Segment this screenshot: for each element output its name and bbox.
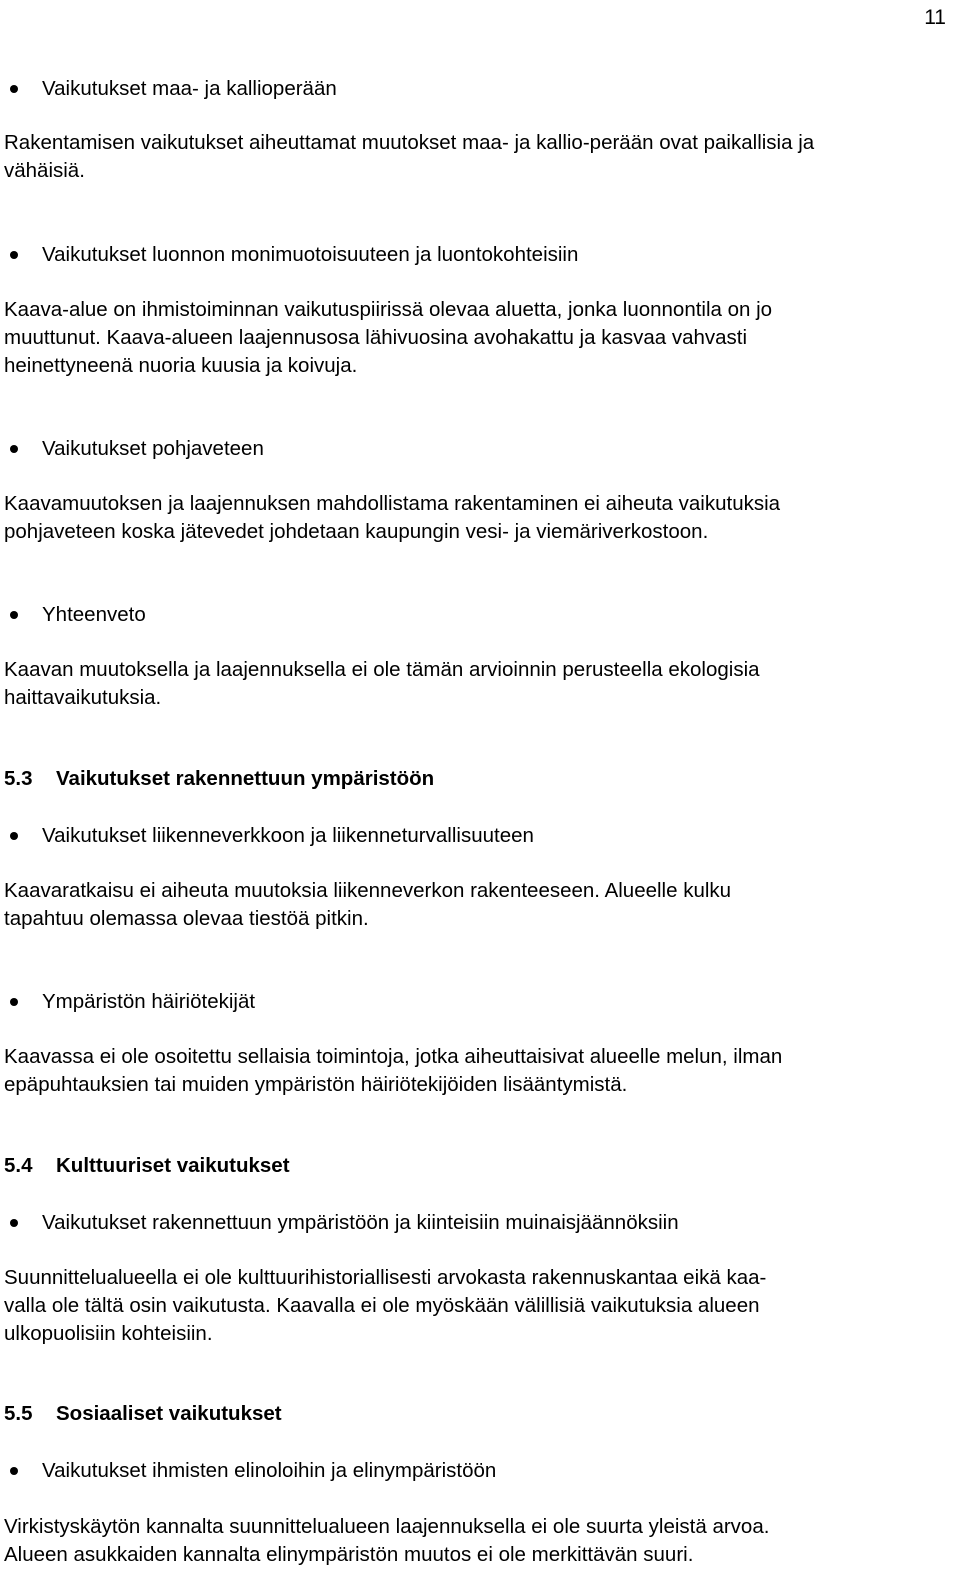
paragraph-line: Kaavan muutoksella ja laajennuksella ei ole tämän arvioinnin perusteella ekologisia bbox=[4, 658, 760, 681]
bullet-text: Vaikutukset rakennettuun ympäristöön ja kiinteisiin muinaisjäännöksiin bbox=[42, 1211, 679, 1234]
paragraph-line: Rakentamisen vaikutukset aiheuttamat muutokset maa- ja kallio-perään ovat paikallisia ja bbox=[4, 131, 815, 154]
bullet-item-living-conditions bbox=[4, 1457, 944, 1485]
bullet-text: Vaikutukset pohjaveteen bbox=[42, 437, 264, 460]
bullet-text: Vaikutukset liikenneverkkoon ja liikenneturvallisuuteen bbox=[42, 824, 534, 847]
bullet-dot-icon bbox=[10, 611, 18, 619]
paragraph-line: Kaava-alue on ihmistoiminnan vaikutuspiirissä olevaa aluetta, jonka luonnontila on jo bbox=[4, 298, 773, 321]
paragraph-built-environment bbox=[4, 1264, 944, 1348]
paragraph-disturbances bbox=[4, 1043, 944, 1099]
paragraph-line: heinettyneenä nuoria kuusia ja koivuja. bbox=[4, 354, 358, 377]
bullet-dot-icon bbox=[10, 445, 18, 453]
paragraph-summary bbox=[4, 656, 944, 712]
paragraph-line: tapahtuu olemassa olevaa tiestöä pitkin. bbox=[4, 907, 369, 930]
paragraph-line: Suunnittelualueella ei ole kulttuurihistoriallisesti arvokasta rakennuskantaa eikä kaa- bbox=[4, 1266, 767, 1289]
paragraph-line: haittavaikutuksia. bbox=[4, 686, 162, 709]
paragraph-line: epäpuhtauksien tai muiden ympäristön häiriötekijöiden lisääntymistä. bbox=[4, 1073, 628, 1096]
page-number: 11 bbox=[924, 6, 946, 29]
paragraph-line: Virkistyskäytön kannalta suunnittelualueen laajennuksella ei ole suurta yleistä arvoa. bbox=[4, 1515, 770, 1538]
bullet-text: Yhteenveto bbox=[42, 603, 146, 626]
paragraph-line: pohjaveteen koska jätevedet johdetaan kaupungin vesi- ja viemäriverkostoon. bbox=[4, 520, 709, 543]
bullet-dot-icon bbox=[10, 1219, 18, 1227]
paragraph-line: Kaavaratkaisu ei aiheuta muutoksia liikenneverkon rakenteeseen. Alueelle kulku bbox=[4, 879, 732, 902]
bullet-text: Vaikutukset maa- ja kallioperään bbox=[42, 77, 337, 100]
bullet-dot-icon bbox=[10, 1467, 18, 1475]
heading-title: Sosiaaliset vaikutukset bbox=[56, 1402, 282, 1425]
section-heading-5-4 bbox=[4, 1152, 290, 1180]
paragraph-traffic bbox=[4, 877, 944, 933]
paragraph-line: Alueen asukkaiden kannalta elinympäristön muutos ei ole merkittävän suuri. bbox=[4, 1543, 694, 1566]
paragraph-line: vähäisiä. bbox=[4, 159, 85, 182]
bullet-item-disturbances bbox=[4, 988, 944, 1016]
paragraph-soil-bedrock bbox=[4, 129, 944, 185]
section-heading-5-5 bbox=[4, 1400, 282, 1428]
bullet-item-groundwater bbox=[4, 435, 944, 463]
paragraph-line: valla ole tältä osin vaikutusta. Kaavalla ei ole myöskään välillisiä vaikutuksia alueen bbox=[4, 1294, 760, 1317]
bullet-item-biodiversity bbox=[4, 241, 944, 269]
bullet-dot-icon bbox=[10, 998, 18, 1006]
bullet-item-built-environment bbox=[4, 1209, 944, 1237]
paragraph-line: Kaavassa ei ole osoitettu sellaisia toimintoja, jotka aiheuttaisivat alueelle melun, ilman bbox=[4, 1045, 783, 1068]
heading-number: 5.5 bbox=[4, 1402, 33, 1425]
heading-number: 5.4 bbox=[4, 1154, 33, 1177]
paragraph-line: Kaavamuutoksen ja laajennuksen mahdollistama rakentaminen ei aiheuta vaikutuksia bbox=[4, 492, 781, 515]
bullet-dot-icon bbox=[10, 85, 18, 93]
bullet-item-traffic bbox=[4, 822, 944, 850]
heading-title: Vaikutukset rakennettuun ympäristöön bbox=[56, 767, 435, 790]
paragraph-biodiversity bbox=[4, 296, 944, 380]
bullet-text: Vaikutukset ihmisten elinoloihin ja elinympäristöön bbox=[42, 1459, 497, 1482]
heading-number: 5.3 bbox=[4, 767, 33, 790]
bullet-item-summary bbox=[4, 601, 944, 629]
paragraph-line: ulkopuolisiin kohteisiin. bbox=[4, 1322, 213, 1345]
paragraph-line: muuttunut. Kaava-alueen laajennusosa lähivuosina avohakattu ja kasvaa vahvasti bbox=[4, 326, 748, 349]
section-heading-5-3 bbox=[4, 765, 434, 793]
bullet-text: Ympäristön häiriötekijät bbox=[42, 990, 256, 1013]
bullet-dot-icon bbox=[10, 251, 18, 259]
heading-title: Kulttuuriset vaikutukset bbox=[56, 1154, 290, 1177]
bullet-text: Vaikutukset luonnon monimuotoisuuteen ja luontokohteisiin bbox=[42, 243, 579, 266]
paragraph-living-conditions bbox=[4, 1513, 944, 1569]
paragraph-groundwater bbox=[4, 490, 944, 546]
bullet-item-soil-bedrock bbox=[4, 75, 944, 103]
bullet-dot-icon bbox=[10, 832, 18, 840]
